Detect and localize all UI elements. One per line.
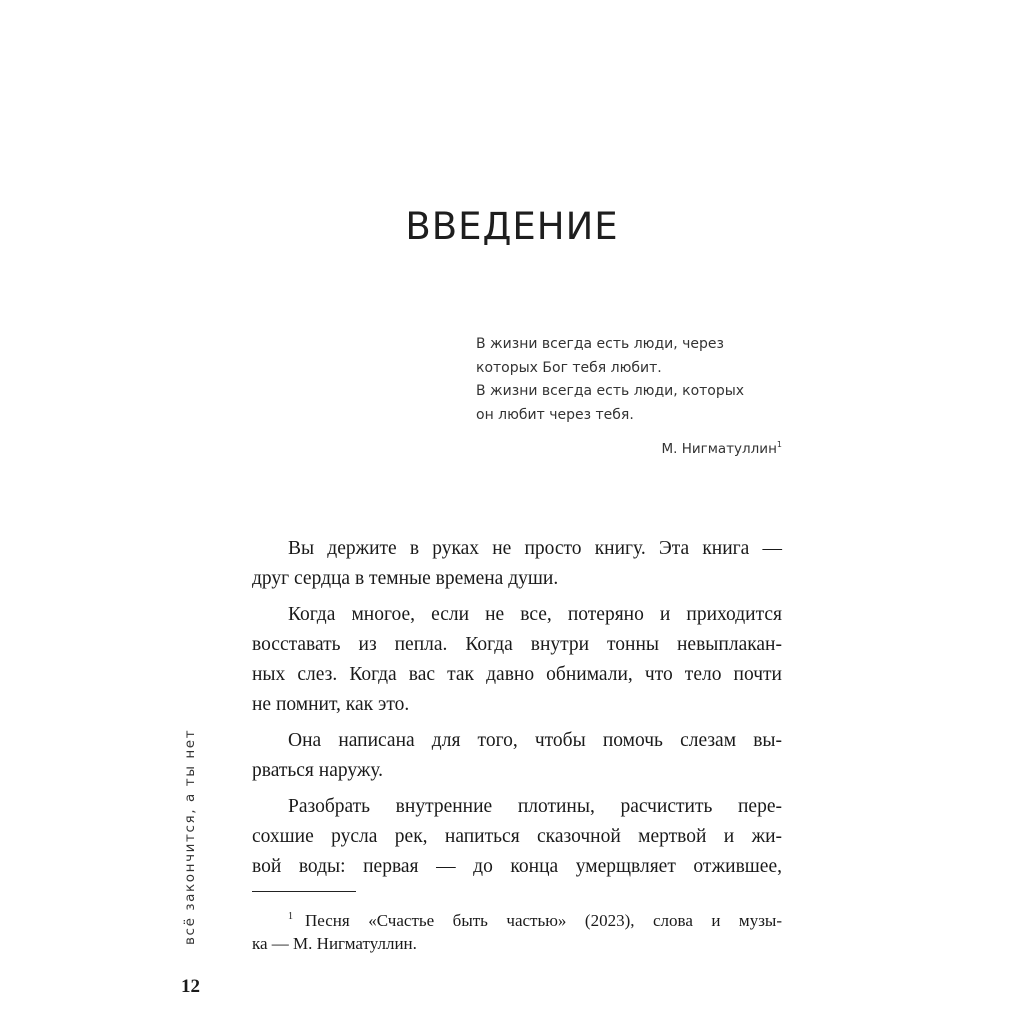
paragraph xyxy=(252,600,782,720)
footnote-text: Песня «Счастье быть частью» (2023), слова и музы- xyxy=(305,911,782,930)
footnote-divider xyxy=(252,891,356,892)
paragraph-line: не помнит, как это. xyxy=(252,694,410,715)
running-title: всё закончится, а ты нет xyxy=(182,728,198,945)
footnote-mark: 1 xyxy=(288,911,293,922)
footnote xyxy=(252,903,782,957)
footnote-reference: 1 xyxy=(776,440,782,449)
epigraph-line: которых Бог тебя любит. xyxy=(476,359,662,376)
chapter-title: ВВЕДЕНИЕ xyxy=(405,204,619,248)
epigraph-author-name: М. Нигматуллин xyxy=(661,441,777,457)
paragraph-line: ных слез. Когда вас так давно обнимали, что тело почти xyxy=(252,664,782,685)
paragraph-line: Вы держите в руках не просто книгу. Эта книга — xyxy=(288,538,782,559)
paragraph-line: восставать из пепла. Когда внутри тонны невыплакан- xyxy=(252,634,782,655)
footnote-line xyxy=(252,903,782,930)
paragraph-line: сохшие русла рек, напиться сказочной мертвой и жи- xyxy=(252,826,782,847)
epigraph-author xyxy=(661,440,782,457)
paragraph-line: Когда многое, если не все, потеряно и приходится xyxy=(288,604,782,625)
epigraph xyxy=(476,333,786,427)
epigraph-line: В жизни всегда есть люди, которых xyxy=(476,383,745,399)
body-text xyxy=(252,534,782,888)
epigraph-line: он любит через тебя. xyxy=(476,406,634,423)
paragraph xyxy=(252,726,782,786)
paragraph-line: вой воды: первая — до конца умерщвляет отжившее, xyxy=(252,856,782,877)
paragraph-line: рваться наружу. xyxy=(252,760,383,781)
footnote-line: ка — М. Нигматуллин. xyxy=(252,934,417,953)
paragraph-line: Она написана для того, чтобы помочь слезам вы- xyxy=(288,730,782,751)
epigraph-line: В жизни всегда есть люди, через xyxy=(476,336,724,352)
page-number: 12 xyxy=(181,976,200,997)
paragraph xyxy=(252,534,782,594)
paragraph-line: Разобрать внутренние плотины, расчистить пере- xyxy=(288,796,782,817)
paragraph xyxy=(252,792,782,882)
paragraph-line: друг сердца в темные времена души. xyxy=(252,568,559,589)
